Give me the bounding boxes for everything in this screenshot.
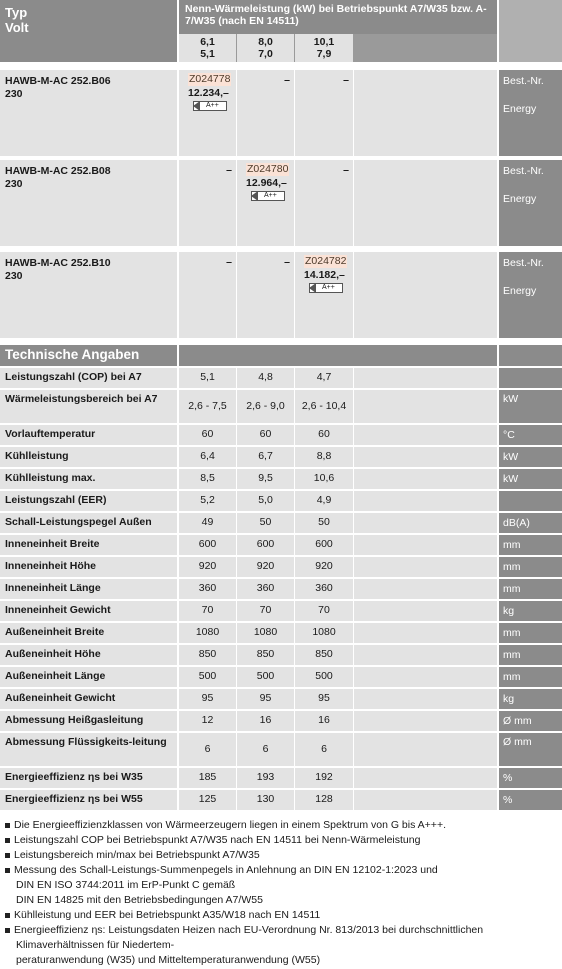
value-col2: 70 [237, 601, 294, 621]
value-col2: 600 [237, 535, 294, 555]
row-label: Außeneinheit Höhe [0, 645, 177, 665]
row-label: Vorlauftemperatur [0, 425, 177, 445]
header-col1-b: 5,1 [200, 48, 215, 60]
table-row [0, 768, 562, 788]
table-row [0, 645, 562, 665]
product-name: HAWB-M-AC 252.B08 [5, 165, 111, 177]
row-unit: mm [499, 623, 562, 643]
value-col3: 95 [295, 689, 353, 709]
row-unit: mm [499, 557, 562, 577]
table-row [0, 711, 562, 731]
product-price: 14.182,– [304, 269, 345, 281]
value-col2: 9,5 [237, 469, 294, 489]
table-row [0, 623, 562, 643]
table-row [0, 579, 562, 599]
value-col3: 360 [295, 579, 353, 599]
energy-label-icon: A++ [309, 283, 343, 293]
product-price-cell [237, 160, 294, 246]
row-unit: kW [499, 390, 562, 423]
row-label: Inneneinheit Breite [0, 535, 177, 555]
row-label: Inneneinheit Gewicht [0, 601, 177, 621]
value-col3: 60 [295, 425, 353, 445]
value-col1: 360 [179, 579, 236, 599]
footnote-item: Leistungsbereich min/max bei Betriebspunkt A7/W35 [4, 848, 562, 863]
energy-label: Energy [503, 193, 537, 205]
header-col3-a: 10,1 [313, 36, 335, 48]
dash: – [226, 256, 232, 268]
value-col3: 50 [295, 513, 353, 533]
product-empty-cell [237, 252, 294, 338]
value-col2: 6,7 [237, 447, 294, 467]
order-number-label: Best.-Nr. [503, 165, 544, 177]
value-col2: 5,0 [237, 491, 294, 511]
value-empty [354, 667, 497, 687]
value-col3: 70 [295, 601, 353, 621]
row-label: Außeneinheit Länge [0, 667, 177, 687]
header-main [179, 0, 497, 62]
value-empty [354, 513, 497, 533]
product-meta-cell [499, 252, 562, 338]
product-empty-cell [295, 160, 353, 246]
header-column-3 [295, 34, 353, 62]
header-column-2 [237, 34, 294, 62]
row-label: Energieeffizienz ηs bei W55 [0, 790, 177, 810]
row-unit: kW [499, 469, 562, 489]
header-col1-a: 6,1 [200, 36, 215, 48]
row-label: Außeneinheit Breite [0, 623, 177, 643]
row-label: Leistungszahl (COP) bei A7 [0, 368, 177, 388]
row-unit [499, 368, 562, 388]
value-empty [354, 425, 497, 445]
value-col2: 60 [237, 425, 294, 445]
tech-section-title: Technische Angaben [0, 345, 177, 366]
value-col1: 12 [179, 711, 236, 731]
value-col2: 1080 [237, 623, 294, 643]
footnotes [0, 818, 562, 968]
product-empty-area [354, 252, 497, 338]
table-row [0, 601, 562, 621]
value-empty [354, 368, 497, 388]
row-unit: kW [499, 447, 562, 467]
value-col1: 920 [179, 557, 236, 577]
row-label: Abmessung Heißgasleitung [0, 711, 177, 731]
value-col1: 2,6 - 7,5 [179, 390, 236, 423]
footnote-continuation: DIN EN 14825 mit den Betriebsbedingungen A7/W55 [16, 894, 263, 906]
table-row [0, 535, 562, 555]
product-price-cell [295, 252, 353, 338]
row-label: Leistungszahl (EER) [0, 491, 177, 511]
table-row [0, 733, 562, 766]
value-col3: 500 [295, 667, 353, 687]
value-col2: 500 [237, 667, 294, 687]
row-unit: Ø mm [499, 733, 562, 766]
product-volt: 230 [5, 88, 23, 100]
header-col2-b: 7,0 [258, 48, 273, 60]
table-row [0, 557, 562, 577]
value-col3: 1080 [295, 623, 353, 643]
table-row [0, 513, 562, 533]
value-empty [354, 623, 497, 643]
row-label: Abmessung Flüssigkeits-leitung [0, 733, 177, 766]
product-empty-cell [179, 252, 236, 338]
value-empty [354, 535, 497, 555]
value-col1: 6 [179, 733, 236, 766]
row-unit: kg [499, 601, 562, 621]
value-col3: 10,6 [295, 469, 353, 489]
value-col2: 850 [237, 645, 294, 665]
product-price: 12.964,– [246, 177, 287, 189]
value-col1: 850 [179, 645, 236, 665]
value-col3: 16 [295, 711, 353, 731]
energy-label-icon: A++ [193, 101, 227, 111]
article-number[interactable]: Z024780 [247, 163, 289, 175]
table-row [0, 667, 562, 687]
value-empty [354, 469, 497, 489]
value-col2: 2,6 - 9,0 [237, 390, 294, 423]
row-label: Kühlleistung [0, 447, 177, 467]
value-col1: 49 [179, 513, 236, 533]
row-label: Inneneinheit Höhe [0, 557, 177, 577]
table-row [0, 390, 562, 423]
product-empty-cell [179, 160, 236, 246]
value-col1: 5,1 [179, 368, 236, 388]
value-empty [354, 491, 497, 511]
value-empty [354, 447, 497, 467]
value-col2: 193 [237, 768, 294, 788]
product-name-cell [0, 70, 177, 156]
dash: – [284, 74, 290, 86]
product-name-cell [0, 160, 177, 246]
table-row [0, 425, 562, 445]
value-empty [354, 601, 497, 621]
row-label: Schall-Leistungspegel Außen [0, 513, 177, 533]
footnote-continuation: DIN EN ISO 3744:2011 im ErP-Punkt C gemäß [16, 879, 236, 891]
value-empty [354, 733, 497, 766]
value-col2: 6 [237, 733, 294, 766]
value-col1: 185 [179, 768, 236, 788]
value-empty [354, 711, 497, 731]
product-empty-area [354, 160, 497, 246]
value-empty [354, 790, 497, 810]
row-unit: °C [499, 425, 562, 445]
product-name-cell [0, 252, 177, 338]
value-col1: 95 [179, 689, 236, 709]
article-number[interactable]: Z024782 [305, 255, 347, 267]
row-unit: mm [499, 667, 562, 687]
value-col2: 130 [237, 790, 294, 810]
footnote-item: Die Energieeffizienzklassen von Wärmeerzeugern liegen in einem Spektrum von G bis A+++. [4, 818, 562, 833]
header-title: Nenn-Wärmeleistung (kW) bei Betriebspunkt A7/W35 bzw. A-7/W35 (nach EN 14511) [179, 0, 497, 34]
product-price: 12.234,– [188, 87, 229, 99]
order-number-label: Best.-Nr. [503, 257, 544, 269]
value-col2: 360 [237, 579, 294, 599]
value-col3: 128 [295, 790, 353, 810]
value-col2: 4,8 [237, 368, 294, 388]
footnote-continuation: peraturanwendung (W35) und Mitteltemperaturanwendung (W55) [16, 954, 321, 966]
product-empty-area [354, 70, 497, 156]
row-unit: % [499, 790, 562, 810]
value-col2: 920 [237, 557, 294, 577]
row-unit: % [499, 768, 562, 788]
dash: – [284, 256, 290, 268]
value-col1: 125 [179, 790, 236, 810]
row-label: Außeneinheit Gewicht [0, 689, 177, 709]
value-col3: 4,7 [295, 368, 353, 388]
dash: – [343, 164, 349, 176]
value-col3: 2,6 - 10,4 [295, 390, 353, 423]
product-empty-cell [237, 70, 294, 156]
footnote-item: Kühlleistung und EER bei Betriebspunkt A35/W18 nach EN 14511 [4, 908, 562, 923]
row-unit: Ø mm [499, 711, 562, 731]
order-number-label: Best.-Nr. [503, 75, 544, 87]
footnote-item: Energieeffizienz ηs: Leistungsdaten Heizen nach EU-Verordnung Nr. 813/2013 bei durchschnittlichen [4, 923, 562, 938]
header-typ-label: Typ [5, 5, 28, 20]
product-empty-cell [295, 70, 353, 156]
row-unit: mm [499, 579, 562, 599]
product-name: HAWB-M-AC 252.B06 [5, 75, 111, 87]
row-label: Wärmeleistungsbereich bei A7 [0, 390, 177, 423]
value-col2: 50 [237, 513, 294, 533]
value-empty [354, 768, 497, 788]
value-col1: 500 [179, 667, 236, 687]
header-col2-a: 8,0 [258, 36, 273, 48]
value-col3: 850 [295, 645, 353, 665]
value-col1: 70 [179, 601, 236, 621]
row-label: Energieeffizienz ηs bei W35 [0, 768, 177, 788]
row-label: Inneneinheit Länge [0, 579, 177, 599]
product-volt: 230 [5, 270, 23, 282]
header-column-1 [179, 34, 236, 62]
footnote-continuation: Klimaverhältnissen für Niedertem- [16, 939, 175, 951]
value-col1: 6,4 [179, 447, 236, 467]
product-meta-cell [499, 70, 562, 156]
footnote-item: Leistungszahl COP bei Betriebspunkt A7/W35 nach EN 14511 bei Nenn-Wärmeleistung [4, 833, 562, 848]
energy-label-icon: A++ [251, 191, 285, 201]
value-col3: 600 [295, 535, 353, 555]
header-right-cell [499, 0, 562, 62]
row-unit: kg [499, 689, 562, 709]
value-col3: 6 [295, 733, 353, 766]
tech-section-bar [179, 345, 497, 366]
value-empty [354, 557, 497, 577]
table-row [0, 469, 562, 489]
value-col3: 920 [295, 557, 353, 577]
footnote-item: Messung des Schall-Leistungs-Summenpegels in Anlehnung an DIN EN 12102-1:2023 und [4, 863, 562, 878]
value-col1: 60 [179, 425, 236, 445]
table-row [0, 491, 562, 511]
value-col2: 16 [237, 711, 294, 731]
energy-label: Energy [503, 285, 537, 297]
value-col1: 600 [179, 535, 236, 555]
value-col2: 95 [237, 689, 294, 709]
product-meta-cell [499, 160, 562, 246]
dash: – [226, 164, 232, 176]
table-row [0, 790, 562, 810]
row-label: Kühlleistung max. [0, 469, 177, 489]
value-empty [354, 689, 497, 709]
product-volt: 230 [5, 178, 23, 190]
article-number[interactable]: Z024778 [189, 73, 231, 85]
product-price-cell [179, 70, 236, 156]
value-empty [354, 390, 497, 423]
table-row [0, 447, 562, 467]
value-empty [354, 579, 497, 599]
value-col1: 8,5 [179, 469, 236, 489]
value-empty [354, 645, 497, 665]
table-row [0, 368, 562, 388]
value-col1: 5,2 [179, 491, 236, 511]
header-col3-b: 7,9 [316, 48, 332, 60]
value-col3: 192 [295, 768, 353, 788]
header-column-empty [354, 34, 497, 62]
row-unit [499, 491, 562, 511]
header-volt-label: Volt [5, 20, 29, 35]
row-unit: mm [499, 645, 562, 665]
value-col3: 8,8 [295, 447, 353, 467]
header-type-cell [0, 0, 177, 62]
row-unit: mm [499, 535, 562, 555]
dash: – [343, 74, 349, 86]
row-unit: dB(A) [499, 513, 562, 533]
product-name: HAWB-M-AC 252.B10 [5, 257, 111, 269]
value-col1: 1080 [179, 623, 236, 643]
value-col3: 4,9 [295, 491, 353, 511]
tech-section-bar-right [499, 345, 562, 366]
energy-label: Energy [503, 103, 537, 115]
table-row [0, 689, 562, 709]
